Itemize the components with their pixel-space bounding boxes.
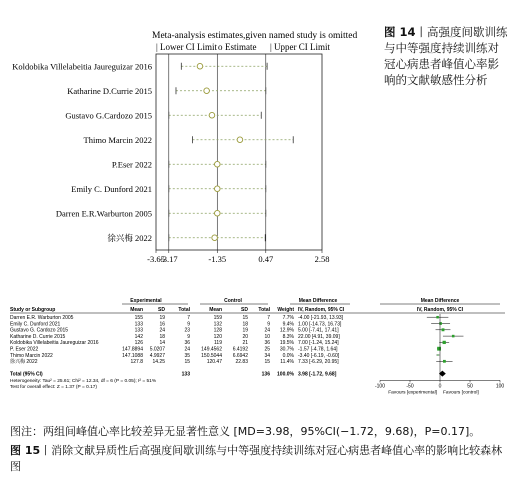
table-cell-c-total: 15 (264, 359, 270, 366)
table-cell-c-mean: 120.47 (206, 359, 222, 366)
forest-point (437, 354, 438, 355)
table-cell-c-total: 25 (264, 346, 270, 353)
forest-x-tick-label: 0 (438, 383, 442, 390)
forest-x-tick-label: 50 (467, 383, 473, 390)
table-cell-ci: 22.00 [4.91, 39.09] (298, 333, 340, 340)
x-tick-label: 2.58 (314, 254, 330, 264)
table-cell-e-sd: 4.9927 (149, 352, 165, 359)
total-label: Total (95% CI) (10, 371, 43, 378)
table-cell-c-sd: 19 (242, 327, 248, 334)
table-cell-e-mean: 155 (134, 315, 143, 321)
table-cell-c-sd: 18 (242, 321, 248, 328)
study-label: Gustavo G.Cardozo 2015 (65, 110, 152, 121)
study-estimate-point (237, 137, 243, 143)
x-tick-label: -1.35 (208, 254, 227, 264)
study-estimate-point (197, 63, 203, 69)
table-cell-c-total: 36 (264, 340, 270, 347)
figure-14-number: 图 14 (384, 25, 416, 39)
table-cell-c-total: 10 (264, 333, 270, 340)
forest-x-tick-label: -100 (374, 383, 386, 390)
study-estimate-point (214, 161, 220, 167)
col-exp-sd: SD (158, 307, 165, 313)
forest-point (436, 316, 439, 319)
study-label: Darren E.R.Warburton 2005 (55, 208, 152, 219)
col-ci-text: IV, Random, 95% CI (298, 307, 345, 313)
table-cell-c-sd: 21 (242, 340, 248, 347)
table-cell-e-mean: 126 (134, 340, 143, 347)
favours-experimental-label: Favours [experimental] (388, 390, 437, 396)
forest-rows (10, 315, 344, 390)
table-cell-c-total: 34 (264, 352, 270, 359)
table-cell-e-sd: 14 (159, 340, 165, 347)
table-cell-c-total: 9 (267, 321, 270, 328)
table-cell-e-total: 36 (184, 340, 190, 347)
figure-15-caption (10, 443, 510, 475)
table-cell-weight: 19.5% (279, 340, 294, 347)
table-cell-c-mean: 150.5044 (201, 352, 222, 359)
heterogeneity-text: Heterogeneity: Tau² = 25.61; Chi² = 12.34, df = 6 (P = 0.05); I² = 51% (10, 378, 157, 384)
sensitivity-plot-area (12, 54, 329, 264)
table-cell-c-mean: 120 (213, 333, 222, 340)
forest-plot-area (375, 314, 504, 395)
legend-upper-ci-marker: | (270, 42, 272, 52)
table-cell-e-sd: 14.25 (152, 359, 165, 366)
table-cell-c-mean: 132 (213, 321, 222, 328)
total-ctrl: 136 (261, 371, 270, 378)
table-cell-c-mean: 159 (213, 315, 222, 321)
sensitivity-analysis-chart (0, 0, 380, 270)
table-row-study: Darren E.R. Warburton 2005 (10, 315, 74, 321)
table-cell-e-sd: 5.0207 (149, 346, 165, 353)
table-cell-weight: 11.4% (280, 359, 294, 366)
legend-lower-ci-label: Lower CI Limit (160, 42, 217, 52)
favours-control-label: Favours [control] (443, 390, 479, 396)
table-cell-e-total: 9 (187, 333, 190, 340)
x-tick-label: -3.17 (159, 254, 178, 264)
table-cell-e-total: 7 (187, 315, 190, 321)
table-cell-c-sd: 6.4192 (232, 346, 248, 353)
table-cell-ci: -1.57 [-4.78, 1.64] (298, 346, 338, 353)
sensitivity-legend (156, 42, 330, 52)
forest-x-tick-label: 100 (495, 383, 505, 390)
table-cell-weight: 8.3% (282, 333, 294, 340)
study-label: P.Eser 2022 (111, 159, 152, 170)
col-weight: Weight (277, 307, 294, 313)
forest-point (442, 328, 445, 331)
table-cell-e-mean: 142 (134, 333, 143, 340)
legend-estimate-label: Estimate (225, 42, 257, 52)
legend-upper-ci-label: Upper CI Limit (274, 42, 330, 52)
figure-note: 图注：两组间峰值心率比较差异无显著性意义 [MD=3.98，95%CI(−1.72，9.68)，P=0.17]。 (10, 425, 481, 438)
table-cell-e-total: 35 (184, 352, 190, 359)
table-cell-e-mean: 147.8894 (122, 346, 143, 353)
col-ctrl-sd: SD (241, 307, 248, 313)
forest-point (443, 360, 446, 363)
table-cell-weight: 9.4% (282, 321, 294, 328)
table-cell-e-mean: 127.8 (130, 359, 143, 366)
table-cell-e-total: 9 (187, 321, 190, 328)
study-label: Koldobika Villelabeitia Jaureguizar 2016 (12, 61, 152, 72)
table-cell-e-sd: 24 (159, 327, 165, 334)
forest-point (452, 335, 455, 338)
table-cell-c-mean: 128 (213, 327, 222, 334)
table-cell-ci: 7.33 [-6.29, 20.95] (298, 359, 339, 366)
table-cell-weight: 12.9% (279, 327, 294, 334)
table-cell-c-mean: 149.4562 (201, 346, 222, 353)
study-estimate-point (214, 210, 220, 216)
table-cell-c-mean: 119 (214, 340, 222, 347)
legend-lower-ci-marker: | (156, 42, 158, 52)
legend-estimate-marker: o (218, 42, 223, 52)
table-row-study: 徐兴梅 2022 (10, 359, 38, 366)
total-exp: 133 (181, 371, 190, 378)
table-cell-ci: 1.00 [-14.73, 16.73] (298, 321, 342, 328)
forest-plot-chart (0, 288, 514, 418)
table-cell-e-sd: 19 (159, 315, 165, 321)
table-cell-ci: -3.40 [-6.19, -0.60] (298, 352, 340, 359)
table-cell-e-mean: 147.1088 (122, 352, 143, 359)
forest-x-tick-label: -50 (406, 383, 414, 390)
col-ctrl-total: Total (258, 307, 270, 313)
table-cell-c-sd: 15 (242, 315, 248, 321)
col-exp-mean: Mean (130, 307, 143, 313)
table-cell-e-mean: 133 (134, 327, 143, 334)
table-cell-c-total: 7 (267, 315, 270, 321)
table-cell-e-sd: 18 (159, 333, 165, 340)
study-label: Emily C. Dunford 2021 (71, 183, 152, 194)
table-cell-weight: 0.0% (282, 352, 294, 359)
col-study: Study or Subgroup (10, 307, 56, 313)
table-row-study: Koldobika Villelabeitia Jaureguizar 2016 (10, 340, 99, 347)
study-estimate-point (214, 186, 220, 192)
table-cell-c-sd: 6.6942 (232, 352, 248, 359)
table-cell-weight: 30.7% (279, 346, 294, 353)
table-cell-weight: 7.7% (282, 315, 294, 321)
table-cell-ci: 7.00 [-1.24, 15.24] (298, 340, 339, 347)
table-cell-c-sd: 20 (242, 333, 248, 340)
table-cell-e-sd: 16 (159, 321, 165, 328)
group-header-mean-difference-plot: Mean Difference (420, 298, 460, 304)
table-cell-ci: -4.00 [-21.93, 13.93] (298, 315, 344, 321)
figure-15-number: 图 15 (10, 444, 41, 457)
table-row-study: Thimo Marcin 2022 (10, 352, 53, 359)
figure-15-caption-text: 丨消除文献异质性后高强度间歇训练与中等强度持续训练对冠心病患者峰值心率的影响比较森林图 (10, 444, 503, 473)
col-ctrl-mean: Mean (209, 307, 222, 313)
table-cell-e-mean: 133 (134, 321, 143, 328)
table-row-study: P. Eser 2022 (10, 346, 39, 353)
table-row-study: Emily C. Dunford 2021 (10, 321, 61, 328)
table-cell-e-total: 15 (184, 359, 190, 366)
total-weight: 100.0% (277, 371, 294, 378)
x-tick-label: -3.65 (147, 254, 165, 264)
study-estimate-point (204, 88, 210, 94)
group-header-mean-difference-ci: Mean Difference (298, 298, 338, 304)
study-label: 徐兴梅 2022 (107, 232, 152, 243)
table-cell-c-total: 24 (264, 327, 270, 334)
overall-effect-text: Test for overall effect: Z = 1.37 (P = 0.17) (10, 384, 98, 390)
table-cell-c-sd: 22.83 (235, 359, 248, 366)
group-header-experimental: Experimental (130, 298, 162, 304)
forest-point (443, 341, 446, 344)
table-cell-ci: 5.00 [-7.41, 17.41] (298, 327, 339, 334)
sensitivity-plot-frame (156, 54, 322, 250)
figure-14-caption-text: 丨高强度间歇训练与中等强度持续训练对冠心病患者峰值心率影响的文献敏感性分析 (384, 25, 508, 87)
table-row-study: Gustavo G. Cardozo 2015 (10, 327, 69, 334)
study-label: Thimo Marcin 2022 (83, 134, 152, 145)
forest-point (437, 347, 441, 351)
x-tick-label: 0.47 (258, 254, 274, 264)
study-estimate-point (212, 235, 218, 241)
table-cell-e-total: 23 (184, 327, 190, 334)
sensitivity-chart-title: Meta-analysis estimates,given named study is omitted (152, 31, 358, 41)
col-ci-plot: IV, Random, 95% CI (416, 307, 464, 313)
study-label: Katharine D.Currie 2015 (67, 85, 152, 96)
table-row-study: Katharine D. Currie 2015 (10, 333, 66, 340)
table-cell-e-total: 24 (184, 346, 190, 353)
total-ci: 3.98 [-1.72, 9.68] (298, 371, 337, 378)
figure-14-caption (384, 24, 510, 88)
group-header-control: Control (224, 298, 242, 304)
forest-point (439, 322, 442, 325)
study-estimate-point (209, 112, 215, 118)
col-exp-total: Total (178, 307, 190, 313)
